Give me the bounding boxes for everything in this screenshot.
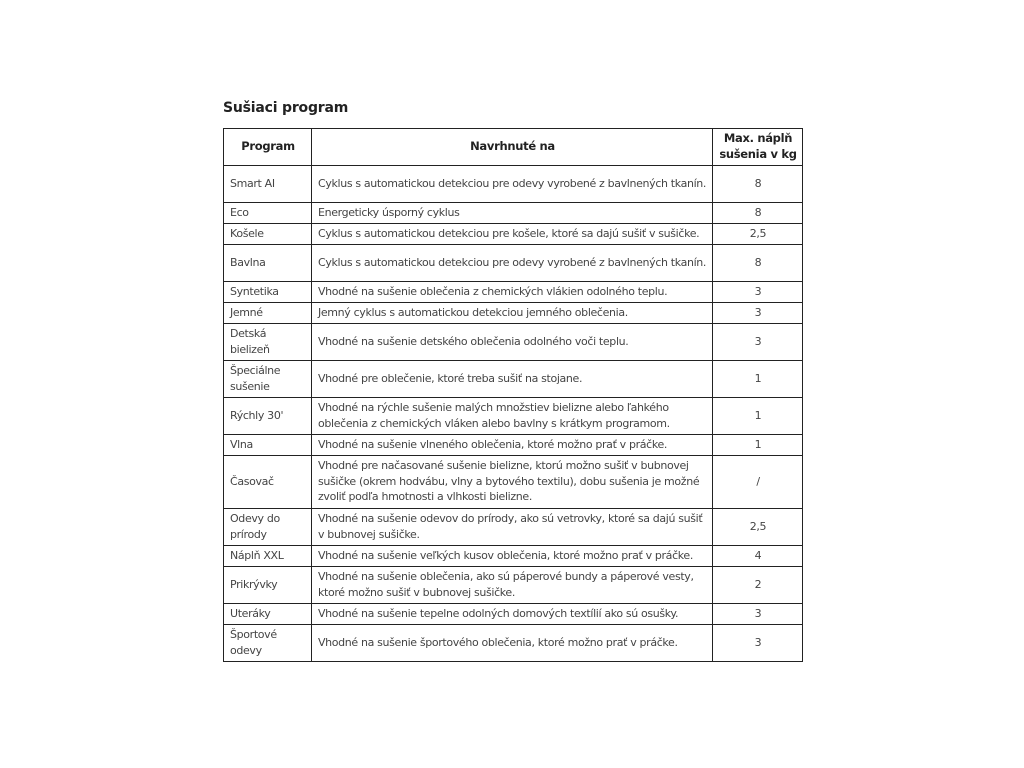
max-load-cell: 3 — [713, 625, 803, 662]
table-row — [224, 435, 803, 456]
description-cell: Vhodné na sušenie vlneného oblečenia, ktoré možno prať v práčke. — [312, 435, 713, 456]
table-row — [224, 546, 803, 567]
program-cell: Smart AI — [224, 166, 312, 203]
max-load-cell: 8 — [713, 245, 803, 282]
description-cell: Jemný cyklus s automatickou detekciou jemného oblečenia. — [312, 303, 713, 324]
description-cell: Vhodné na sušenie detského oblečenia odolného voči teplu. — [312, 324, 713, 361]
header-program: Program — [224, 129, 312, 166]
table-row — [224, 303, 803, 324]
table-row — [224, 203, 803, 224]
table-row — [224, 604, 803, 625]
table-row — [224, 324, 803, 361]
max-load-cell: 4 — [713, 546, 803, 567]
section-title: Sušiaci program — [223, 100, 349, 116]
table-row — [224, 625, 803, 662]
program-cell: Vlna — [224, 435, 312, 456]
description-cell: Vhodné na sušenie oblečenia, ako sú páperové bundy a páperové vesty, ktoré možno sušiť v bubnovej sušičke. — [312, 567, 713, 604]
max-load-cell: 3 — [713, 324, 803, 361]
table-row — [224, 166, 803, 203]
max-load-cell: 8 — [713, 166, 803, 203]
program-cell: Bavlna — [224, 245, 312, 282]
description-cell: Vhodné na sušenie športového oblečenia, ktoré možno prať v práčke. — [312, 625, 713, 662]
description-cell: Vhodné pre oblečenie, ktoré treba sušiť na stojane. — [312, 361, 713, 398]
program-cell: Detská bielizeň — [224, 324, 312, 361]
max-load-cell: 1 — [713, 435, 803, 456]
header-designed-for: Navrhnuté na — [312, 129, 713, 166]
program-cell: Eco — [224, 203, 312, 224]
table-row — [224, 245, 803, 282]
table-row — [224, 282, 803, 303]
max-load-cell: 3 — [713, 303, 803, 324]
table-row — [224, 567, 803, 604]
table-row — [224, 509, 803, 546]
program-cell: Športové odevy — [224, 625, 312, 662]
description-cell: Cyklus s automatickou detekciou pre košele, ktoré sa dajú sušiť v sušičke. — [312, 224, 713, 245]
description-cell: Vhodné na sušenie veľkých kusov oblečenia, ktoré možno prať v práčke. — [312, 546, 713, 567]
description-cell: Energeticky úsporný cyklus — [312, 203, 713, 224]
description-cell: Vhodné na sušenie odevov do prírody, ako sú vetrovky, ktoré sa dajú sušiť v bubnovej sušičke. — [312, 509, 713, 546]
program-cell: Jemné — [224, 303, 312, 324]
max-load-cell: 2,5 — [713, 509, 803, 546]
program-cell: Špeciálne sušenie — [224, 361, 312, 398]
program-cell: Náplň XXL — [224, 546, 312, 567]
program-cell: Časovač — [224, 456, 312, 509]
max-load-cell: 1 — [713, 361, 803, 398]
table-row — [224, 456, 803, 509]
max-load-cell: 2,5 — [713, 224, 803, 245]
program-cell: Rýchly 30' — [224, 398, 312, 435]
program-cell: Uteráky — [224, 604, 312, 625]
max-load-cell: 1 — [713, 398, 803, 435]
program-cell: Prikrývky — [224, 567, 312, 604]
max-load-cell: 3 — [713, 604, 803, 625]
description-cell: Vhodné na sušenie tepelne odolných domových textílií ako sú osušky. — [312, 604, 713, 625]
description-cell: Vhodné na sušenie oblečenia z chemických vlákien odolného teplu. — [312, 282, 713, 303]
description-cell: Vhodné na rýchle sušenie malých množstiev bielizne alebo ľahkého oblečenia z chemických vláken alebo bavlny s krátkym programom. — [312, 398, 713, 435]
drying-program-table — [223, 128, 803, 662]
table-row — [224, 361, 803, 398]
table-header-row — [224, 129, 803, 166]
description-cell: Cyklus s automatickou detekciou pre odevy vyrobené z bavlnených tkanín. — [312, 166, 713, 203]
max-load-cell: 3 — [713, 282, 803, 303]
max-load-cell: 2 — [713, 567, 803, 604]
header-max-load: Max. náplň sušenia v kg — [713, 129, 803, 166]
description-cell: Vhodné pre načasované sušenie bielizne, ktorú možno sušiť v bubnovej sušičke (okrem hodvábu, vlny a bytového textilu), dobu sušenia je možné zvoliť podľa hmotnosti a vlhkosti bielizne. — [312, 456, 713, 509]
description-cell: Cyklus s automatickou detekciou pre odevy vyrobené z bavlnených tkanín. — [312, 245, 713, 282]
program-cell: Košele — [224, 224, 312, 245]
program-cell: Odevy do prírody — [224, 509, 312, 546]
program-cell: Syntetika — [224, 282, 312, 303]
table-row — [224, 224, 803, 245]
max-load-cell: 8 — [713, 203, 803, 224]
table-row — [224, 398, 803, 435]
max-load-cell: / — [713, 456, 803, 509]
